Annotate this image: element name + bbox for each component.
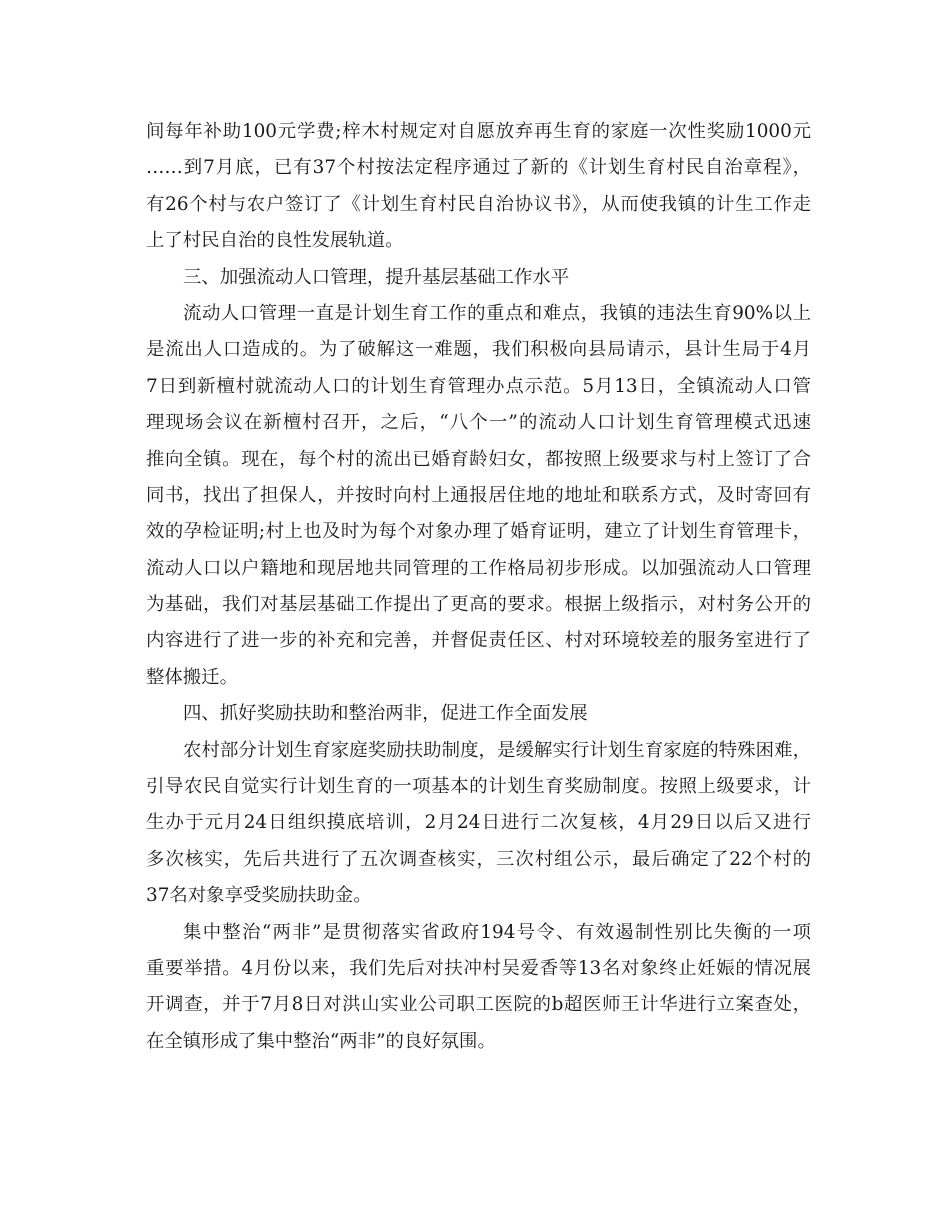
text-line: 农村部分计划生育家庭奖励扶助制度，是缓解实行计划生育家庭的特殊困难， xyxy=(183,739,811,761)
text-line: 37名对象享受奖励扶助金。 xyxy=(146,885,372,907)
text-line: 开调查，并于7月8日对洪山实业公司职工医院的b超医师王计华进行立案查处， xyxy=(146,994,811,1016)
text-line: 间每年补助100元学费;梓木村规定对自愿放弃再生育的家庭一次性奖励1000元 xyxy=(146,121,811,142)
text-line: 重要举措。4月份以来，我们先后对扶冲村吴爱香等13名对象终止妊娠的情况展 xyxy=(146,957,811,979)
text-line: 生办于元月24日组织摸底培训，2月24日进行二次复核，4月29日以后又进行 xyxy=(146,812,811,834)
paragraph-reward-assistance xyxy=(146,733,811,915)
text-line: 为基础，我们对基层基础工作提出了更高的要求。根据上级指示，对村务公开的 xyxy=(146,594,811,616)
text-line: 引导农民自觉实行计划生育的一项基本的计划生育奖励制度。按照上级要求，计 xyxy=(146,776,811,798)
text-line: ……到7月底，已有37个村按法定程序通过了新的《计划生育村民自治章程》， xyxy=(146,157,811,179)
text-line: 流动人口管理一直是计划生育工作的重点和难点，我镇的违法生育90%以上 xyxy=(183,302,811,324)
heading-text: 四、抓好奖励扶助和整治两非，促进工作全面发展 xyxy=(183,703,588,725)
text-line: 流动人口以户籍地和现居地共同管理的工作格局初步形成。以加强流动人口管理 xyxy=(146,557,811,579)
text-line: 同书，找出了担保人，并按时向村上通报居住地的地址和联系方式，及时寄回有 xyxy=(146,484,811,506)
text-line: 多次核实，先后共进行了五次调查核实，三次村组公示，最后确定了22个村的 xyxy=(146,848,811,870)
text-line: 整体搬迁。 xyxy=(146,666,238,688)
paragraph-two-illegals xyxy=(146,915,811,1061)
section-heading-4 xyxy=(146,696,811,732)
text-line: 是流出人口造成的。为了破解这一难题，我们积极向县局请示，县计生局于4月 xyxy=(146,339,811,361)
text-line: 集中整治“两非”是贯彻落实省政府194号令、有效遏制性别比失衡的一项 xyxy=(183,921,811,943)
heading-text: 三、加强流动人口管理，提升基层基础工作水平 xyxy=(183,266,570,288)
text-line: 推向全镇。现在，每个村的流出已婚育龄妇女，都按照上级要求与村上签订了合 xyxy=(146,448,811,470)
text-line: 7日到新檀村就流动人口的计划生育管理办点示范。5月13日，全镇流动人口管 xyxy=(146,375,811,397)
text-line: 上了村民自治的良性发展轨道。 xyxy=(146,230,404,252)
document-body xyxy=(146,114,811,1060)
section-heading-3 xyxy=(146,260,811,296)
text-line: 在全镇形成了集中整治“两非”的良好氛围。 xyxy=(146,1030,496,1052)
text-line: 理现场会议在新檀村召开，之后，“八个一”的流动人口计划生育管理模式迅速 xyxy=(146,412,811,434)
text-line: 有26个村与农户签订了《计划生育村民自治协议书》，从而使我镇的计生工作走 xyxy=(146,193,811,215)
text-line: 内容进行了进一步的补充和完善，并督促责任区、村对环境较差的服务室进行了 xyxy=(146,630,811,652)
text-line: 效的孕检证明;村上也及时为每个对象办理了婚育证明，建立了计划生育管理卡， xyxy=(146,521,811,543)
paragraph-floating-population xyxy=(146,296,811,696)
paragraph-continuation xyxy=(146,114,811,260)
